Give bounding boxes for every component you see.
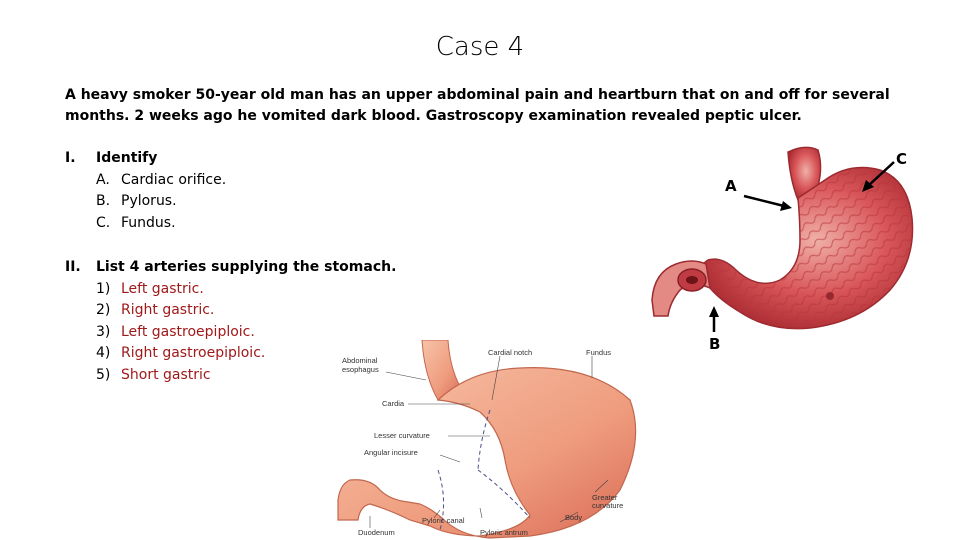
diagram-label-esophagus: esophagus: [342, 365, 379, 374]
photo-label-c: C: [896, 150, 908, 168]
list-marker: A.: [96, 171, 110, 188]
stomach-interior-image: [640, 140, 940, 360]
photo-label-b: B: [709, 335, 721, 353]
list-marker: 1): [96, 280, 111, 297]
list-item-text: Cardiac orifice.: [121, 171, 227, 188]
list-item: [96, 170, 226, 192]
diagram-label-angular-incisure: Angular incisure: [364, 448, 418, 457]
diagram-label-curvature: curvature: [592, 501, 624, 510]
diagram-label-body: Body: [565, 513, 583, 522]
arteries-list: [96, 279, 265, 387]
diagram-label-pyloric-antrum: Pyloric antrum: [480, 528, 528, 537]
artery-answer: Short gastric: [121, 366, 211, 383]
list-item: [96, 322, 265, 344]
artery-answer: Left gastric.: [121, 280, 204, 297]
list-marker: B.: [96, 193, 111, 209]
slide-title: Case 4: [435, 32, 525, 62]
diagram-label-cardial-notch: Cardial notch: [488, 348, 533, 357]
list-item: [96, 365, 265, 387]
diagram-label-fundus: Fundus: [586, 348, 612, 357]
list-marker: 3): [96, 323, 111, 340]
section-number: I.: [65, 150, 76, 166]
section-heading: List 4 arteries supplying the stomach.: [96, 259, 397, 275]
list-marker: 2): [96, 302, 111, 318]
photo-label-a: A: [725, 177, 737, 195]
list-marker: 5): [96, 366, 111, 383]
section-number: II.: [65, 259, 81, 275]
diagram-label-abdominal: Abdominal: [342, 356, 378, 365]
identify-list: [96, 170, 226, 235]
diagram-label-duodenum: Duodenum: [358, 528, 395, 537]
list-item-text: Fundus.: [121, 214, 176, 231]
diagram-label-cardia: Cardia: [382, 399, 405, 408]
list-item: [96, 343, 265, 365]
artery-answer: Right gastroepiploic.: [121, 345, 266, 361]
list-item: [96, 300, 265, 322]
list-marker: 4): [96, 345, 111, 361]
artery-answer: Left gastroepiploic.: [121, 323, 255, 340]
diagram-label-lesser-curvature: Lesser curvature: [374, 431, 430, 440]
artery-answer: Right gastric.: [121, 302, 215, 318]
list-item-text: Pylorus.: [121, 193, 177, 209]
stomach-anatomy-diagram: [330, 340, 640, 540]
list-marker: C.: [96, 214, 111, 231]
diagram-label-pyloric-canal: Pyloric canal: [422, 516, 465, 525]
list-item: [96, 213, 226, 235]
diagram-label-greater: Greater: [592, 493, 618, 502]
list-item: [96, 191, 226, 213]
list-item: [96, 279, 265, 301]
case-description: A heavy smoker 50-year old man has an upper abdominal pain and heartburn that on and off for several months. 2 weeks ago he vomited dark blood. Gastroscopy examination revealed peptic ulcer.: [65, 87, 890, 124]
section-heading: Identify: [96, 150, 158, 166]
